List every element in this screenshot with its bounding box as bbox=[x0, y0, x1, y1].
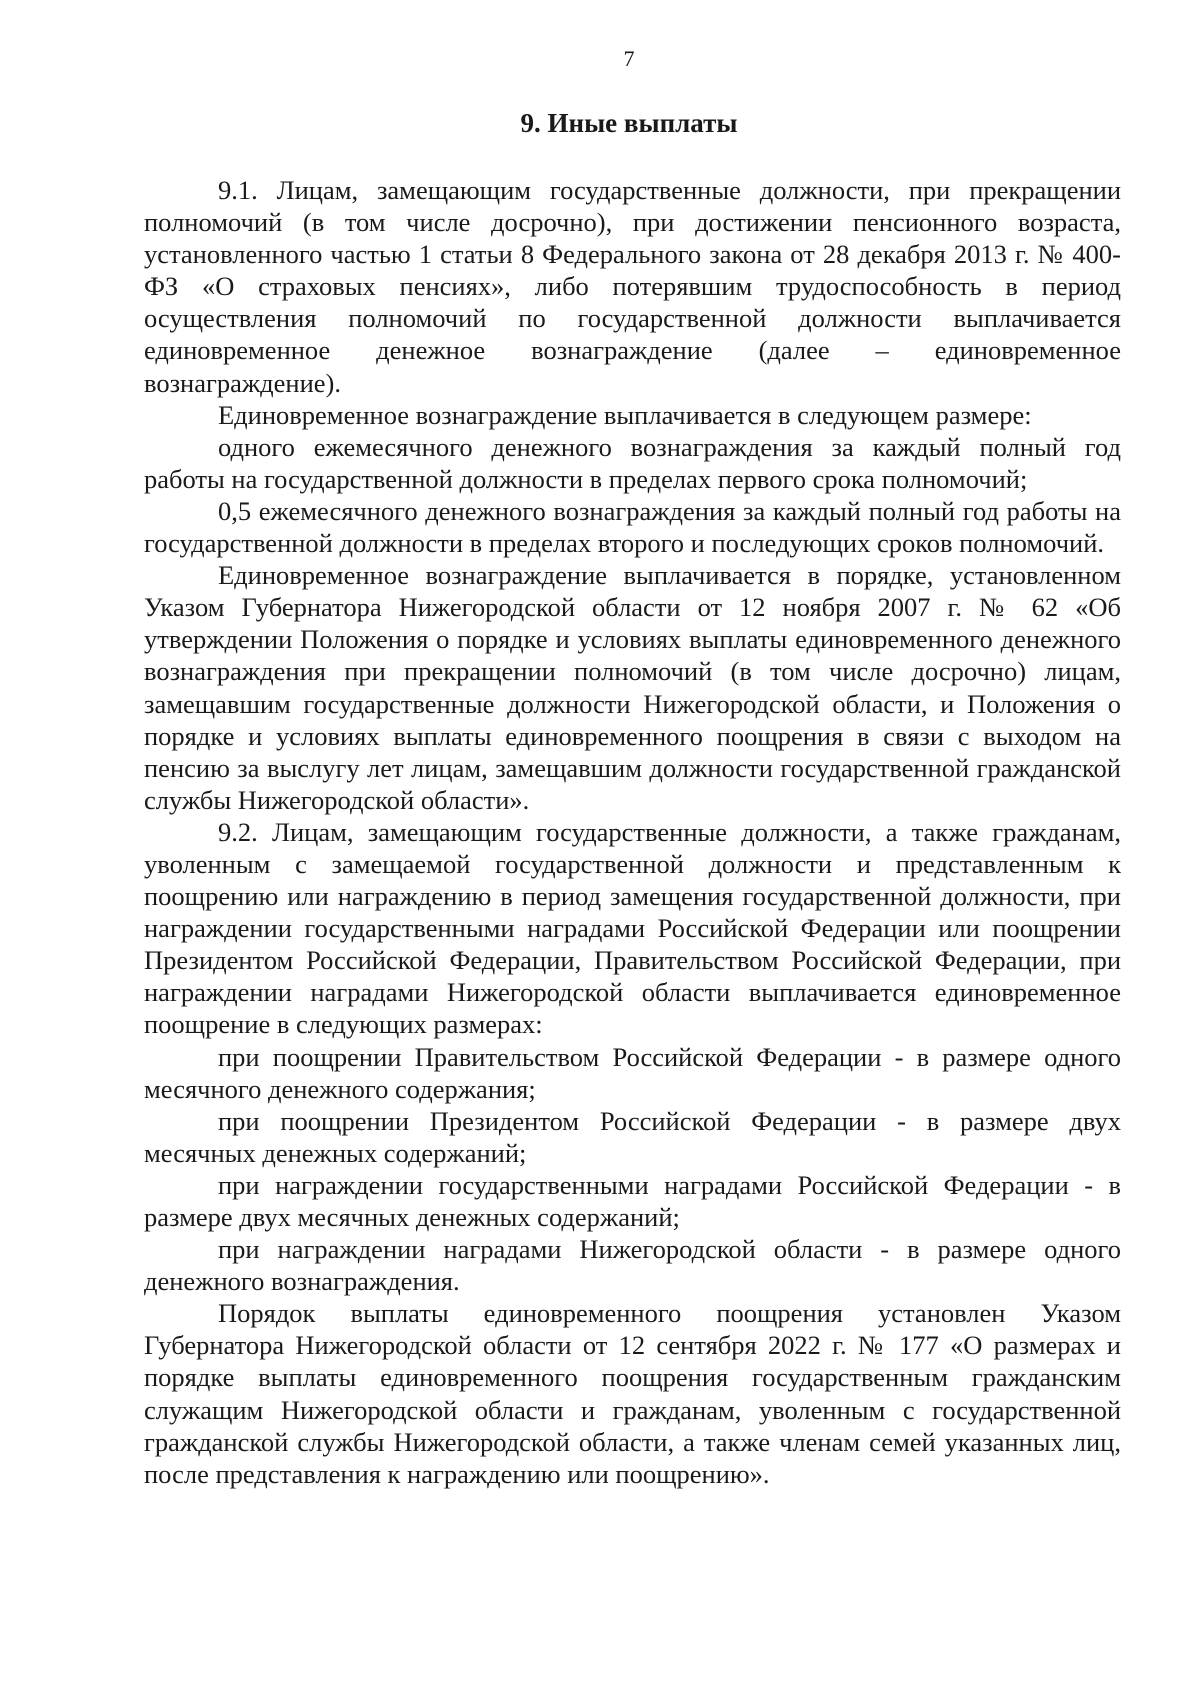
paragraph: при поощрении Правительством Российской Федерации - в размере одного месячного денежного содержания; bbox=[144, 1041, 1121, 1104]
paragraph: одного ежемесячного денежного вознаграждения за каждый полный год работы на государственной должности в пределах первого срока полномочий; bbox=[144, 431, 1121, 494]
paragraph: при награждении наградами Нижегородской области - в размере одного денежного вознаграждения. bbox=[144, 1234, 1121, 1297]
paragraph: 0,5 ежемесячного денежного вознаграждения за каждый полный год работы на государственной должности в пределах второго и последующих сроков полномочий. bbox=[144, 495, 1121, 559]
document-body bbox=[144, 174, 1121, 1490]
paragraph-9-1: 9.1. Лицам, замещающим государственные должности, при прекращении полномочий (в том числе досрочно), при достижении пенсионного возраста, установленного частью 1 статьи 8 Федерального закона от 28 декабря 2013 г. № 400-ФЗ «О страховых пенсиях», либо потерявшим трудоспособность в период осуществления полномочий по государственной должности выплачивается единовременное денежное вознаграждение (далее – единовременное вознаграждение). bbox=[144, 175, 1121, 398]
paragraph: при поощрении Президентом Российской Федерации - в размере двух месячных денежных содержаний; bbox=[144, 1105, 1121, 1168]
page-number: 7 bbox=[623, 46, 635, 71]
paragraph: Единовременное вознаграждение выплачивается в следующем размере: bbox=[218, 399, 1032, 430]
section-title: 9. Иные выплаты bbox=[520, 108, 738, 138]
paragraph-9-2: 9.2. Лицам, замещающим государственные должности, а также гражданам, уволенным с замещаемой государственной должности и представленным к поощрению или награждению в период замещения государственной должности, при награждении государственными наградами Российской Федерации или поощрении Президентом Российской Федерации, Правительством Российской Федерации, при награждении наградами Нижегородской области выплачивается единовременное поощрение в следующих размерах: bbox=[144, 816, 1121, 1040]
paragraph: при награждении государственными наградами Российской Федерации - в размере двух месячных денежных содержаний; bbox=[144, 1169, 1121, 1232]
paragraph: Единовременное вознаграждение выплачивается в порядке, установленном Указом Губернатора Нижегородской области от 12 ноября 2007 г. № 62 «Об утверждении Положения о порядке и условиях выплаты единовременного денежного вознаграждения при прекращении полномочий (в том числе досрочно) лицам, замещавшим государственные должности Нижегородской области, и Положения о порядке и условиях выплаты единовременного поощрения в связи с выходом на пенсию за выслугу лет лицам, замещавшим должности государственной гражданской службы Нижегородской области». bbox=[144, 560, 1121, 815]
paragraph: Порядок выплаты единовременного поощрения установлен Указом Губернатора Нижегородской области от 12 сентября 2022 г. № 177 «О размерах и порядке выплаты единовременного поощрения государственным гражданским служащим Нижегородской области и гражданам, уволенным с государственной гражданской службы Нижегородской области, а также членам семей указанных лиц, после представления к награждению или поощрению». bbox=[144, 1298, 1121, 1489]
